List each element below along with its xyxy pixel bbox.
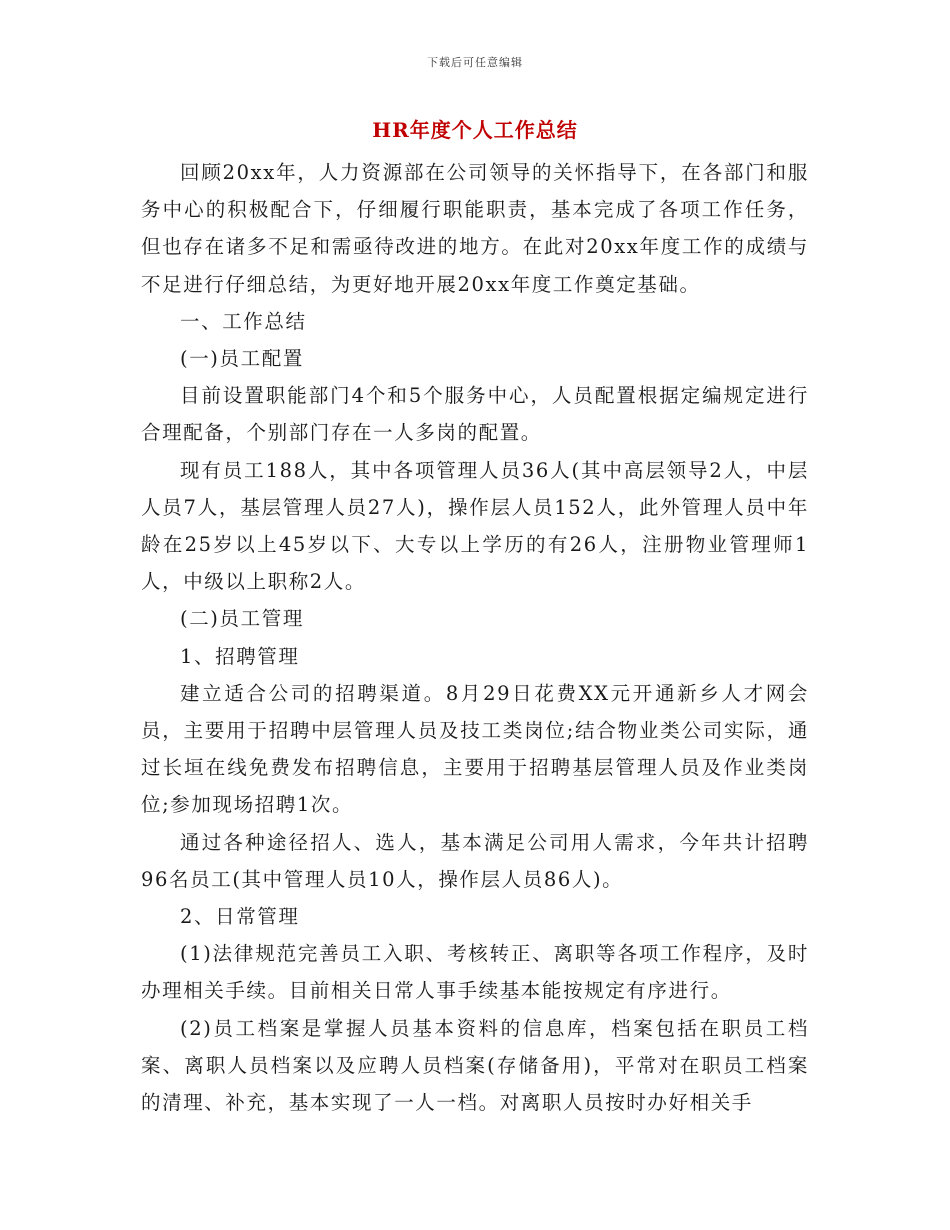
document-title: HR年度个人工作总结: [372, 118, 578, 142]
heading-daily-management: 2、日常管理: [180, 905, 300, 929]
paragraph-archives: (2)员工档案是掌握人员基本资料的信息库，档案包括在职员工档案、离职人员档案以及应聘人员档案(存储备用)，平常对在职员工档案的清理、补充，基本实现了一人一档。对离职人员按时办好相关手: [141, 1016, 809, 1115]
paragraph-recruitment-result: 通过各种途径招人、选人，基本满足公司用人需求，今年共计招聘96名员工(其中管理人员10人，操作层人员86人)。: [141, 830, 809, 891]
subheading-staff-allocation: (一)员工配置: [180, 347, 304, 371]
header-note: 下载后可任意编辑: [427, 56, 523, 69]
paragraph-procedures: (1)法律规范完善员工入职、考核转正、离职等各项工作程序，及时办理相关手续。目前相关日常人事手续基本能按规定有序进行。: [141, 942, 809, 1003]
paragraph-headcount: 现有员工188人，其中各项管理人员36人(其中高层领导2人，中层人员7人，基层管理人员27人)，操作层人员152人，此外管理人员中年龄在25岁以上45岁以下、大专以上学历的有26人，注册物业管理师1人，中级以上职称2人。: [141, 458, 809, 594]
paragraph-intro: 回顾20xx年，人力资源部在公司领导的关怀指导下，在各部门和服务中心的积极配合下，仔细履行职能职责，基本完成了各项工作任务，但也存在诸多不足和需亟待改进的地方。在此对20xx年度工作的成绩与不足进行仔细总结，为更好地开展20xx年度工作奠定基础。: [141, 161, 809, 296]
paragraph-recruitment-channels: 建立适合公司的招聘渠道。8月29日花费XX元开通新乡人才网会员，主要用于招聘中层管理人员及技工类岗位;结合物业类公司实际，通过长垣在线免费发布招聘信息，主要用于招聘基层管理人员及作业类岗位;参加现场招聘1次。: [141, 681, 809, 817]
heading-recruitment: 1、招聘管理: [180, 644, 300, 668]
subheading-staff-management: (二)员工管理: [180, 607, 304, 631]
heading-work-summary: 一、工作总结: [180, 309, 307, 333]
paragraph-departments: 目前设置职能部门4个和5个服务中心，人员配置根据定编规定进行合理配备，个别部门存在一人多岗的配置。: [141, 384, 809, 445]
document-body: [141, 154, 809, 1121]
